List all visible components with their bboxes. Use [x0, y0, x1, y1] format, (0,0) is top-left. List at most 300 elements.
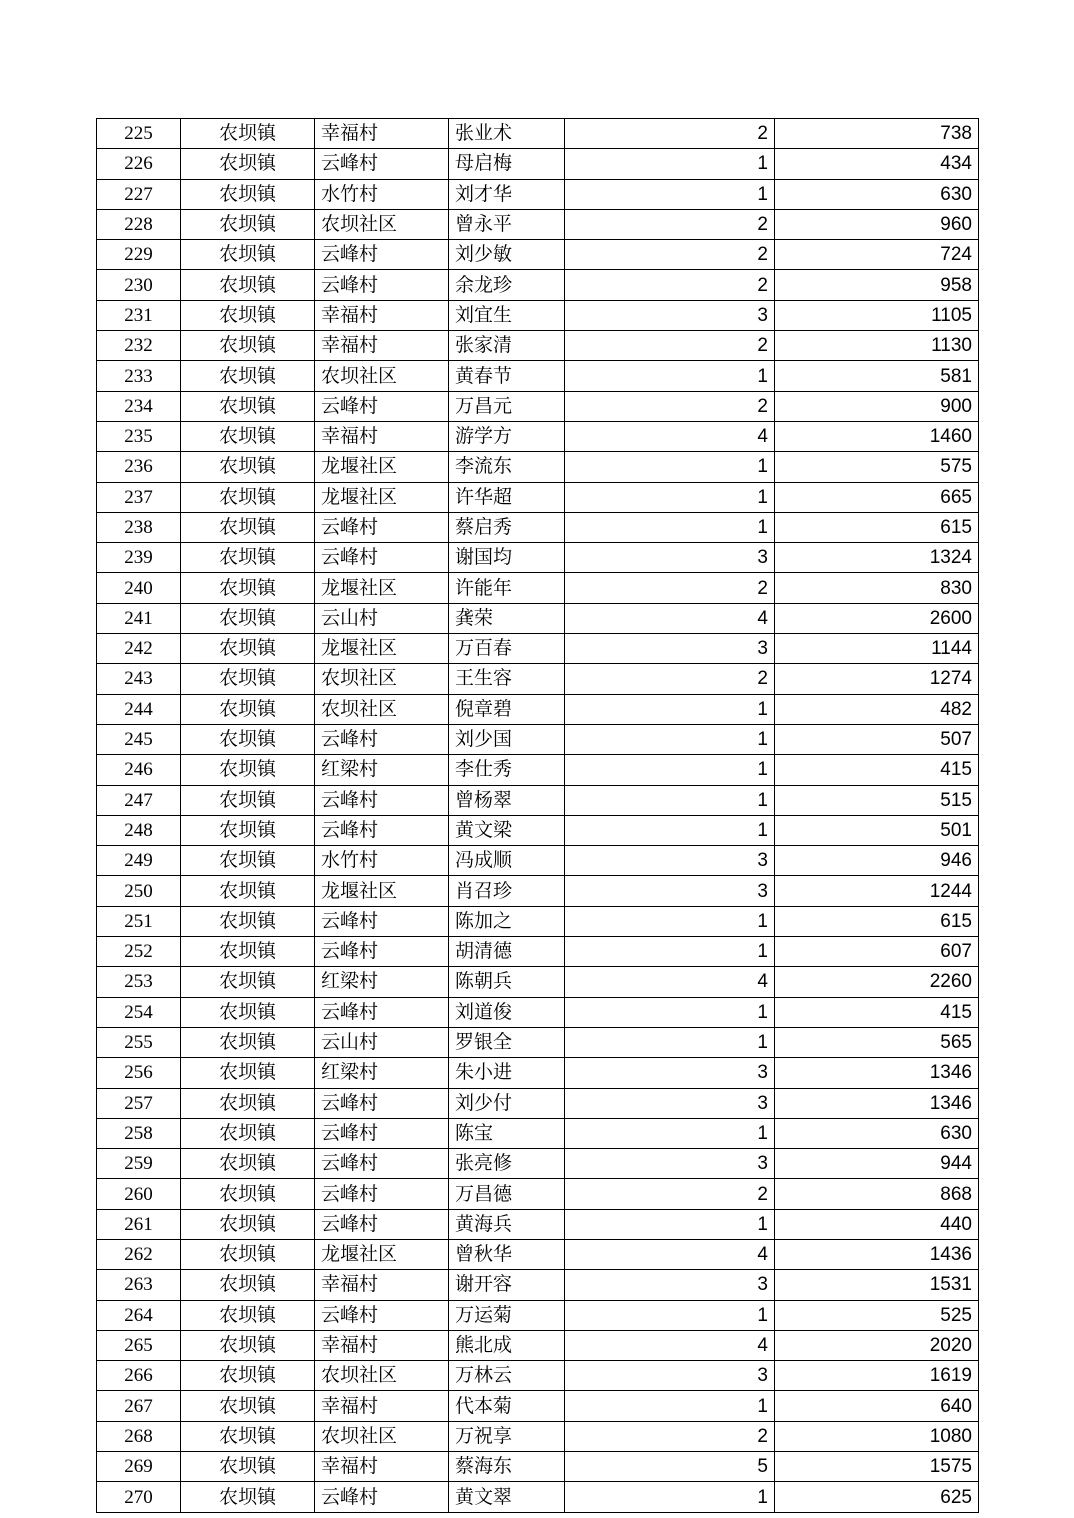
cell-village: 云峰村 [315, 543, 449, 573]
cell-village: 幸福村 [315, 1391, 449, 1421]
cell-count: 1 [565, 1209, 775, 1239]
cell-name: 刘才华 [449, 179, 565, 209]
cell-count: 5 [565, 1452, 775, 1482]
cell-count: 1 [565, 512, 775, 542]
cell-amount: 607 [775, 937, 979, 967]
cell-name: 陈朝兵 [449, 967, 565, 997]
cell-name: 黄海兵 [449, 1209, 565, 1239]
cell-village: 龙堰社区 [315, 1239, 449, 1269]
cell-amount: 507 [775, 724, 979, 754]
cell-name: 冯成顺 [449, 846, 565, 876]
cell-village: 云峰村 [315, 997, 449, 1027]
table-row [97, 119, 979, 149]
cell-count: 3 [565, 543, 775, 573]
table-row [97, 149, 979, 179]
cell-index: 231 [97, 300, 181, 330]
table-row [97, 846, 979, 876]
cell-amount: 1460 [775, 421, 979, 451]
table-row [97, 634, 979, 664]
cell-name: 刘宜生 [449, 300, 565, 330]
cell-count: 2 [565, 209, 775, 239]
cell-town: 农坝镇 [181, 906, 315, 936]
cell-count: 4 [565, 967, 775, 997]
cell-count: 4 [565, 1239, 775, 1269]
cell-village: 幸福村 [315, 1270, 449, 1300]
cell-count: 3 [565, 1270, 775, 1300]
table-row [97, 1330, 979, 1360]
cell-amount: 868 [775, 1179, 979, 1209]
cell-name: 黄文翠 [449, 1482, 565, 1512]
cell-town: 农坝镇 [181, 209, 315, 239]
cell-village: 农坝社区 [315, 694, 449, 724]
table-row [97, 1421, 979, 1451]
cell-amount: 581 [775, 361, 979, 391]
cell-amount: 525 [775, 1300, 979, 1330]
table-row [97, 876, 979, 906]
table-row [97, 391, 979, 421]
cell-index: 252 [97, 937, 181, 967]
cell-count: 1 [565, 1118, 775, 1148]
cell-town: 农坝镇 [181, 482, 315, 512]
cell-count: 3 [565, 1361, 775, 1391]
table-row [97, 361, 979, 391]
cell-index: 228 [97, 209, 181, 239]
cell-name: 刘少国 [449, 724, 565, 754]
cell-town: 农坝镇 [181, 755, 315, 785]
cell-count: 3 [565, 300, 775, 330]
cell-town: 农坝镇 [181, 694, 315, 724]
table-row [97, 1179, 979, 1209]
cell-index: 263 [97, 1270, 181, 1300]
cell-name: 倪章碧 [449, 694, 565, 724]
table-row [97, 1482, 979, 1512]
cell-village: 红梁村 [315, 967, 449, 997]
cell-town: 农坝镇 [181, 179, 315, 209]
cell-index: 243 [97, 664, 181, 694]
cell-index: 265 [97, 1330, 181, 1360]
cell-index: 242 [97, 634, 181, 664]
cell-amount: 640 [775, 1391, 979, 1421]
table-row [97, 967, 979, 997]
cell-amount: 1105 [775, 300, 979, 330]
cell-index: 269 [97, 1452, 181, 1482]
cell-index: 236 [97, 452, 181, 482]
cell-amount: 958 [775, 270, 979, 300]
cell-name: 万百春 [449, 634, 565, 664]
table-row [97, 997, 979, 1027]
table-row [97, 1027, 979, 1057]
cell-name: 蔡启秀 [449, 512, 565, 542]
cell-count: 3 [565, 1149, 775, 1179]
cell-amount: 565 [775, 1027, 979, 1057]
cell-town: 农坝镇 [181, 391, 315, 421]
cell-amount: 2260 [775, 967, 979, 997]
cell-count: 4 [565, 603, 775, 633]
cell-name: 万祝享 [449, 1421, 565, 1451]
subsidy-table [96, 118, 979, 1513]
cell-town: 农坝镇 [181, 1452, 315, 1482]
table-row [97, 937, 979, 967]
cell-index: 259 [97, 1149, 181, 1179]
cell-name: 张业术 [449, 119, 565, 149]
cell-index: 240 [97, 573, 181, 603]
cell-index: 233 [97, 361, 181, 391]
table-row [97, 543, 979, 573]
cell-village: 云山村 [315, 603, 449, 633]
cell-index: 232 [97, 331, 181, 361]
cell-count: 3 [565, 846, 775, 876]
cell-index: 254 [97, 997, 181, 1027]
cell-index: 237 [97, 482, 181, 512]
cell-village: 云山村 [315, 1027, 449, 1057]
cell-village: 红梁村 [315, 755, 449, 785]
cell-count: 2 [565, 240, 775, 270]
cell-amount: 440 [775, 1209, 979, 1239]
cell-village: 云峰村 [315, 240, 449, 270]
table-row [97, 664, 979, 694]
cell-amount: 630 [775, 1118, 979, 1148]
cell-index: 247 [97, 785, 181, 815]
cell-town: 农坝镇 [181, 876, 315, 906]
cell-index: 253 [97, 967, 181, 997]
cell-index: 258 [97, 1118, 181, 1148]
cell-name: 蔡海东 [449, 1452, 565, 1482]
table-row [97, 1088, 979, 1118]
cell-name: 张家清 [449, 331, 565, 361]
cell-name: 谢开容 [449, 1270, 565, 1300]
table-row [97, 331, 979, 361]
cell-town: 农坝镇 [181, 1391, 315, 1421]
table-body [97, 119, 979, 1513]
cell-count: 4 [565, 421, 775, 451]
cell-name: 胡清德 [449, 937, 565, 967]
cell-town: 农坝镇 [181, 1421, 315, 1451]
cell-count: 1 [565, 179, 775, 209]
cell-village: 云峰村 [315, 937, 449, 967]
cell-index: 229 [97, 240, 181, 270]
cell-village: 云峰村 [315, 1118, 449, 1148]
table-row [97, 1209, 979, 1239]
cell-village: 龙堰社区 [315, 573, 449, 603]
cell-village: 云峰村 [315, 815, 449, 845]
cell-count: 3 [565, 1088, 775, 1118]
cell-town: 农坝镇 [181, 1209, 315, 1239]
cell-town: 农坝镇 [181, 724, 315, 754]
cell-index: 260 [97, 1179, 181, 1209]
cell-count: 2 [565, 391, 775, 421]
table-row [97, 1361, 979, 1391]
cell-amount: 944 [775, 1149, 979, 1179]
cell-index: 255 [97, 1027, 181, 1057]
cell-village: 龙堰社区 [315, 452, 449, 482]
cell-village: 水竹村 [315, 179, 449, 209]
cell-index: 267 [97, 1391, 181, 1421]
cell-amount: 434 [775, 149, 979, 179]
cell-count: 1 [565, 361, 775, 391]
table-row [97, 1118, 979, 1148]
cell-town: 农坝镇 [181, 1270, 315, 1300]
cell-count: 2 [565, 119, 775, 149]
cell-village: 云峰村 [315, 1149, 449, 1179]
cell-town: 农坝镇 [181, 452, 315, 482]
cell-count: 1 [565, 785, 775, 815]
cell-count: 1 [565, 694, 775, 724]
cell-name: 万林云 [449, 1361, 565, 1391]
cell-amount: 1130 [775, 331, 979, 361]
cell-index: 264 [97, 1300, 181, 1330]
cell-index: 268 [97, 1421, 181, 1451]
cell-name: 陈加之 [449, 906, 565, 936]
cell-village: 幸福村 [315, 331, 449, 361]
table-row [97, 785, 979, 815]
cell-town: 农坝镇 [181, 997, 315, 1027]
cell-name: 母启梅 [449, 149, 565, 179]
cell-village: 云峰村 [315, 270, 449, 300]
cell-name: 龚荣 [449, 603, 565, 633]
cell-village: 农坝社区 [315, 209, 449, 239]
table-row [97, 1270, 979, 1300]
cell-village: 幸福村 [315, 119, 449, 149]
cell-town: 农坝镇 [181, 1058, 315, 1088]
cell-name: 谢国均 [449, 543, 565, 573]
cell-amount: 1324 [775, 543, 979, 573]
cell-amount: 630 [775, 179, 979, 209]
cell-name: 黄文梁 [449, 815, 565, 845]
table-row [97, 815, 979, 845]
cell-count: 2 [565, 573, 775, 603]
cell-count: 4 [565, 1330, 775, 1360]
table-row [97, 482, 979, 512]
cell-name: 张亮修 [449, 1149, 565, 1179]
cell-town: 农坝镇 [181, 300, 315, 330]
cell-town: 农坝镇 [181, 603, 315, 633]
cell-village: 云峰村 [315, 512, 449, 542]
cell-index: 246 [97, 755, 181, 785]
cell-amount: 515 [775, 785, 979, 815]
cell-index: 238 [97, 512, 181, 542]
cell-amount: 1274 [775, 664, 979, 694]
cell-name: 刘少付 [449, 1088, 565, 1118]
table-row [97, 573, 979, 603]
cell-name: 曾杨翠 [449, 785, 565, 815]
cell-village: 云峰村 [315, 1179, 449, 1209]
cell-index: 248 [97, 815, 181, 845]
cell-index: 266 [97, 1361, 181, 1391]
cell-count: 2 [565, 1179, 775, 1209]
cell-count: 1 [565, 997, 775, 1027]
cell-count: 1 [565, 1300, 775, 1330]
cell-amount: 625 [775, 1482, 979, 1512]
cell-name: 刘道俊 [449, 997, 565, 1027]
cell-village: 农坝社区 [315, 1421, 449, 1451]
cell-index: 226 [97, 149, 181, 179]
cell-amount: 946 [775, 846, 979, 876]
cell-index: 256 [97, 1058, 181, 1088]
cell-index: 227 [97, 179, 181, 209]
cell-village: 龙堰社区 [315, 482, 449, 512]
table-row [97, 1391, 979, 1421]
cell-amount: 1244 [775, 876, 979, 906]
cell-village: 农坝社区 [315, 664, 449, 694]
cell-count: 2 [565, 270, 775, 300]
cell-count: 1 [565, 937, 775, 967]
cell-town: 农坝镇 [181, 1149, 315, 1179]
cell-index: 250 [97, 876, 181, 906]
table-row [97, 300, 979, 330]
cell-village: 云峰村 [315, 1300, 449, 1330]
cell-name: 朱小进 [449, 1058, 565, 1088]
table-row [97, 1239, 979, 1269]
cell-village: 红梁村 [315, 1058, 449, 1088]
cell-amount: 575 [775, 452, 979, 482]
cell-town: 农坝镇 [181, 1179, 315, 1209]
cell-village: 幸福村 [315, 1330, 449, 1360]
cell-village: 龙堰社区 [315, 634, 449, 664]
cell-index: 245 [97, 724, 181, 754]
cell-town: 农坝镇 [181, 421, 315, 451]
cell-name: 罗银全 [449, 1027, 565, 1057]
cell-village: 云峰村 [315, 1209, 449, 1239]
cell-count: 1 [565, 906, 775, 936]
cell-index: 234 [97, 391, 181, 421]
cell-amount: 482 [775, 694, 979, 724]
cell-amount: 1619 [775, 1361, 979, 1391]
cell-town: 农坝镇 [181, 270, 315, 300]
cell-name: 许能年 [449, 573, 565, 603]
cell-count: 3 [565, 876, 775, 906]
cell-town: 农坝镇 [181, 512, 315, 542]
cell-index: 249 [97, 846, 181, 876]
cell-town: 农坝镇 [181, 1118, 315, 1148]
cell-town: 农坝镇 [181, 815, 315, 845]
cell-index: 230 [97, 270, 181, 300]
cell-amount: 830 [775, 573, 979, 603]
cell-name: 许华超 [449, 482, 565, 512]
cell-town: 农坝镇 [181, 573, 315, 603]
cell-count: 1 [565, 815, 775, 845]
cell-amount: 738 [775, 119, 979, 149]
cell-amount: 960 [775, 209, 979, 239]
cell-amount: 501 [775, 815, 979, 845]
cell-amount: 1575 [775, 1452, 979, 1482]
cell-count: 1 [565, 724, 775, 754]
cell-amount: 2020 [775, 1330, 979, 1360]
cell-town: 农坝镇 [181, 1239, 315, 1269]
table-row [97, 270, 979, 300]
cell-town: 农坝镇 [181, 634, 315, 664]
cell-village: 云峰村 [315, 149, 449, 179]
cell-town: 农坝镇 [181, 361, 315, 391]
cell-amount: 1346 [775, 1088, 979, 1118]
cell-name: 万昌元 [449, 391, 565, 421]
cell-village: 龙堰社区 [315, 876, 449, 906]
cell-index: 270 [97, 1482, 181, 1512]
cell-name: 曾永平 [449, 209, 565, 239]
cell-village: 云峰村 [315, 785, 449, 815]
cell-count: 1 [565, 482, 775, 512]
cell-village: 农坝社区 [315, 1361, 449, 1391]
cell-amount: 1080 [775, 1421, 979, 1451]
cell-village: 云峰村 [315, 724, 449, 754]
cell-count: 1 [565, 1027, 775, 1057]
cell-village: 农坝社区 [315, 361, 449, 391]
cell-town: 农坝镇 [181, 1361, 315, 1391]
cell-name: 万昌德 [449, 1179, 565, 1209]
cell-amount: 724 [775, 240, 979, 270]
cell-count: 3 [565, 1058, 775, 1088]
table-row [97, 906, 979, 936]
cell-count: 1 [565, 1482, 775, 1512]
cell-town: 农坝镇 [181, 1027, 315, 1057]
cell-village: 云峰村 [315, 906, 449, 936]
cell-index: 261 [97, 1209, 181, 1239]
cell-name: 代本菊 [449, 1391, 565, 1421]
cell-name: 游学方 [449, 421, 565, 451]
cell-town: 农坝镇 [181, 149, 315, 179]
cell-town: 农坝镇 [181, 785, 315, 815]
cell-village: 幸福村 [315, 421, 449, 451]
cell-amount: 1346 [775, 1058, 979, 1088]
cell-index: 262 [97, 1239, 181, 1269]
cell-village: 云峰村 [315, 391, 449, 421]
table-row [97, 512, 979, 542]
cell-amount: 1531 [775, 1270, 979, 1300]
cell-count: 2 [565, 331, 775, 361]
cell-index: 225 [97, 119, 181, 149]
cell-name: 李流东 [449, 452, 565, 482]
cell-name: 陈宝 [449, 1118, 565, 1148]
table-row [97, 1149, 979, 1179]
cell-town: 农坝镇 [181, 1300, 315, 1330]
cell-count: 3 [565, 634, 775, 664]
cell-name: 李仕秀 [449, 755, 565, 785]
cell-amount: 1436 [775, 1239, 979, 1269]
cell-town: 农坝镇 [181, 1482, 315, 1512]
cell-town: 农坝镇 [181, 846, 315, 876]
cell-village: 云峰村 [315, 1482, 449, 1512]
cell-name: 曾秋华 [449, 1239, 565, 1269]
table-row [97, 1300, 979, 1330]
table-row [97, 421, 979, 451]
cell-index: 244 [97, 694, 181, 724]
cell-name: 余龙珍 [449, 270, 565, 300]
table-row [97, 694, 979, 724]
cell-count: 1 [565, 149, 775, 179]
cell-town: 农坝镇 [181, 240, 315, 270]
cell-count: 1 [565, 452, 775, 482]
cell-index: 241 [97, 603, 181, 633]
cell-town: 农坝镇 [181, 331, 315, 361]
table-row [97, 209, 979, 239]
cell-name: 万运菊 [449, 1300, 565, 1330]
cell-name: 熊北成 [449, 1330, 565, 1360]
cell-town: 农坝镇 [181, 664, 315, 694]
cell-village: 幸福村 [315, 300, 449, 330]
cell-count: 2 [565, 1421, 775, 1451]
table-row [97, 1058, 979, 1088]
cell-village: 云峰村 [315, 1088, 449, 1118]
cell-name: 王生容 [449, 664, 565, 694]
cell-amount: 615 [775, 906, 979, 936]
cell-index: 257 [97, 1088, 181, 1118]
cell-town: 农坝镇 [181, 937, 315, 967]
cell-amount: 415 [775, 997, 979, 1027]
cell-count: 1 [565, 755, 775, 785]
table-row [97, 179, 979, 209]
cell-count: 2 [565, 664, 775, 694]
cell-amount: 1144 [775, 634, 979, 664]
cell-town: 农坝镇 [181, 543, 315, 573]
